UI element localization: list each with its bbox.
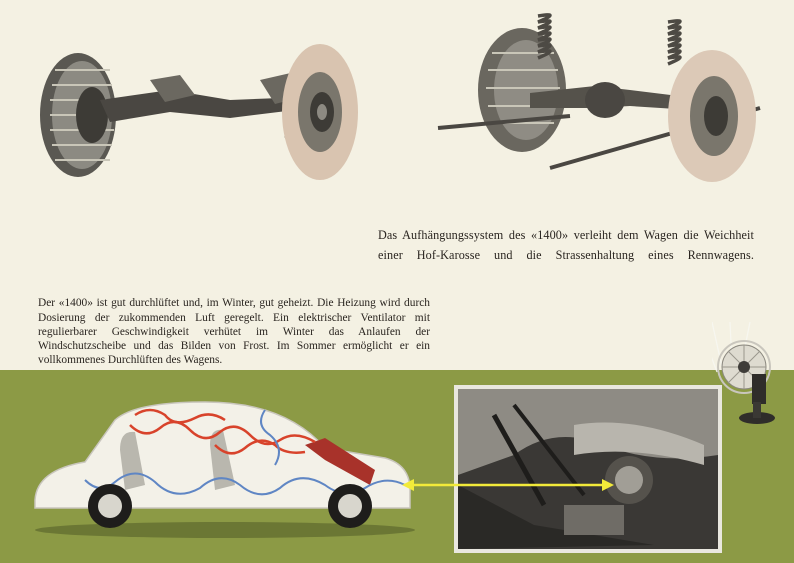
crossmember — [100, 90, 295, 122]
front-suspension-illustration — [30, 20, 360, 195]
rear-suspension-illustration — [430, 8, 775, 188]
connector-arrow — [402, 478, 614, 492]
dashboard-ventilator-photo — [454, 385, 722, 553]
ventilation-caption: Der «1400» ist gut durchlüftet und, im Winter, gut geheizt. Die Heizung wird durch Dosierung der zukommenden Luft geregelt. Ein elektrischer Ventilator mit regulierbarer Geschwindigkeit verhütet im Winter das Anlaufen der Windschutzscheibe und das Bilden von Frost. Im Sommer ermöglicht er ein vollkommenes Durchlüften des Wagens. — [38, 297, 430, 367]
differential — [585, 82, 625, 118]
electric-fan-icon — [712, 322, 792, 432]
suspension-caption: Das Aufhängungssystem des «1400» verleiht dem Wagen die Weichheit einer Hof-Karosse und die Strassenhaltung eines Rennwagens. — [378, 228, 754, 263]
rear-coil-springs — [538, 15, 680, 64]
car-ventilation-diagram — [25, 390, 425, 540]
